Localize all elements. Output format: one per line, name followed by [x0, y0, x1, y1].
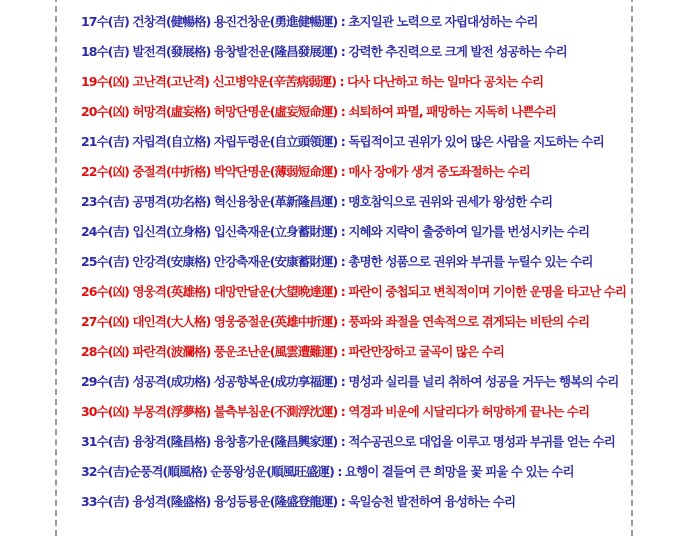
list-item: 28수(凶) 파란격(波瀾格) 풍운조난운(風雲遭難運) : 파란만장하고 굴곡이 많은 수리 — [81, 344, 504, 359]
list-item: 29수(吉) 성공격(成功格) 성공향복운(成功享福運) : 명성과 실리를 널리 취하여 성공을 거두는 행복의 수리 — [81, 374, 619, 389]
list-item: 18수(吉) 발전격(發展格) 융창발전운(隆昌發展運) : 강력한 추진력으로 크게 발전 성공하는 수리 — [81, 44, 567, 59]
list-item: 19수(凶) 고난격(고난격) 신고병약운(辛苦病弱運) : 다사 다난하고 하는 일마다 공치는 수리 — [81, 74, 544, 89]
list-item: 20수(凶) 허망격(虛妄格) 허망단명운(虛妄短命運) : 쇠퇴하여 파멸, 패망하는 지독히 나쁜수리 — [81, 104, 556, 119]
list-item: 25수(吉) 안강격(安康格) 안강축재운(安康蓄財運) : 총명한 성품으로 권위와 부귀를 누릴수 있는 수리 — [81, 254, 593, 269]
list-item: 30수(凶) 부몽격(浮夢格) 불측부침운(不測浮沈運) : 역경과 비운에 시달리다가 허망하게 끝나는 수리 — [81, 404, 590, 419]
list-item: 33수(吉) 융성격(隆盛格) 융성등룡운(隆盛登龍運) : 욱일승천 발전하여 융성하는 수리 — [81, 494, 516, 509]
list-item: 26수(凶) 영웅격(英雄格) 대망만달운(大望晩達運) : 파란이 중첩되고 변칙적이며 기이한 운명을 타고난 수리 — [81, 284, 627, 299]
list-item: 23수(吉) 공명격(功名格) 혁신융창운(革新隆昌運) : 맹호참익으로 권위와 권세가 왕성한 수리 — [81, 194, 553, 209]
list-item: 32수(吉)순풍격(順風格) 순풍왕성운(順風旺盛運) : 요행이 곁들여 큰 희망을 꽃 피울 수 있는 수리 — [81, 464, 574, 479]
list-item: 21수(吉) 자립격(自立格) 자립두령운(自立頭領運) : 독립적이고 권위가 있어 많은 사람을 지도하는 수리 — [81, 134, 604, 149]
list-item: 27수(凶) 대인격(大人格) 영웅중절운(英雄中折運) : 풍파와 좌절을 연속적으로 겪게되는 비탄의 수리 — [81, 314, 590, 329]
numerology-list — [81, 10, 629, 520]
list-item: 22수(凶) 중절격(中折格) 박약단명운(薄弱短命運) : 매사 장애가 생겨 중도좌절하는 수리 — [81, 164, 530, 179]
list-item: 24수(吉) 입신격(立身格) 입신축재운(立身蓄財運) : 지혜와 지략이 출중하여 일가를 번성시키는 수리 — [81, 224, 590, 239]
list-item: 31수(吉) 융창격(隆昌格) 융창흥가운(隆昌興家運) : 적수공권으로 대업을 이루고 명성과 부귀를 얻는 수리 — [81, 434, 615, 449]
list-item: 17수(吉) 건창격(健暢格) 용진건창운(勇進健暢運) : 초지일관 노력으로 자립대성하는 수리 — [81, 14, 538, 29]
